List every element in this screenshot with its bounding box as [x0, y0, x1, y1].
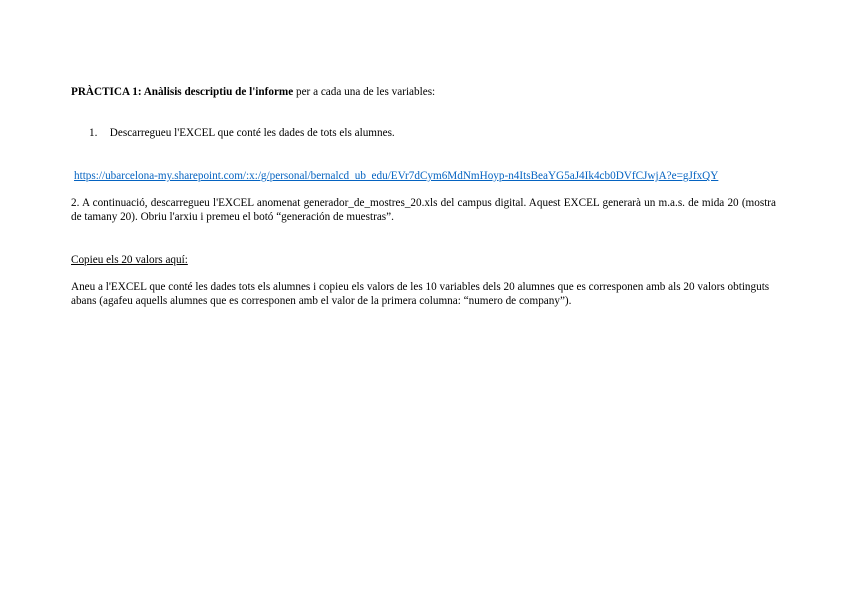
step-1-item [89, 126, 794, 140]
step-1-number: 1. [89, 127, 98, 139]
practice-heading-bold: PRÀCTICA 1: Anàlisis descriptiu de l'informe [71, 86, 294, 98]
copy-values-label: Copieu els 20 valors aquí: [71, 254, 188, 266]
excel-link-paragraph [74, 169, 779, 183]
practice-heading [71, 85, 776, 99]
step-1-text: Descarregueu l'EXCEL que conté les dades de tots els alumnes. [109, 127, 395, 139]
excel-download-link[interactable]: https://ubarcelona-my.sharepoint.com/:x:/g/personal/bernalcd_ub_edu/EVr7dCym6MdNmHoyp-n4ItsBeaYG5aJ4Ik4cb0DVfCJwjA?e=gJfxQY [74, 170, 719, 182]
step-2-paragraph: 2. A continuació, descarregueu l'EXCEL anomenat generador_de_mostres_20.xls del campus digital. Aquest EXCEL generarà un m.a.s. de mida 20 (mostra de tamany 20). Obriu l'arxiu i premeu el botó “generación de muestras”. [71, 197, 776, 223]
practice-heading-rest: per a cada una de les variables: [293, 86, 436, 98]
step-3-paragraph: Aneu a l'EXCEL que conté les dades tots els alumnes i copieu els valors de les 10 variables dels 20 alumnes que es corresponen amb als 20 valors obtinguts abans (agafeu aquells alumnes que es corresponen amb el valor de la primera columna: “numero de company”). [71, 281, 770, 307]
